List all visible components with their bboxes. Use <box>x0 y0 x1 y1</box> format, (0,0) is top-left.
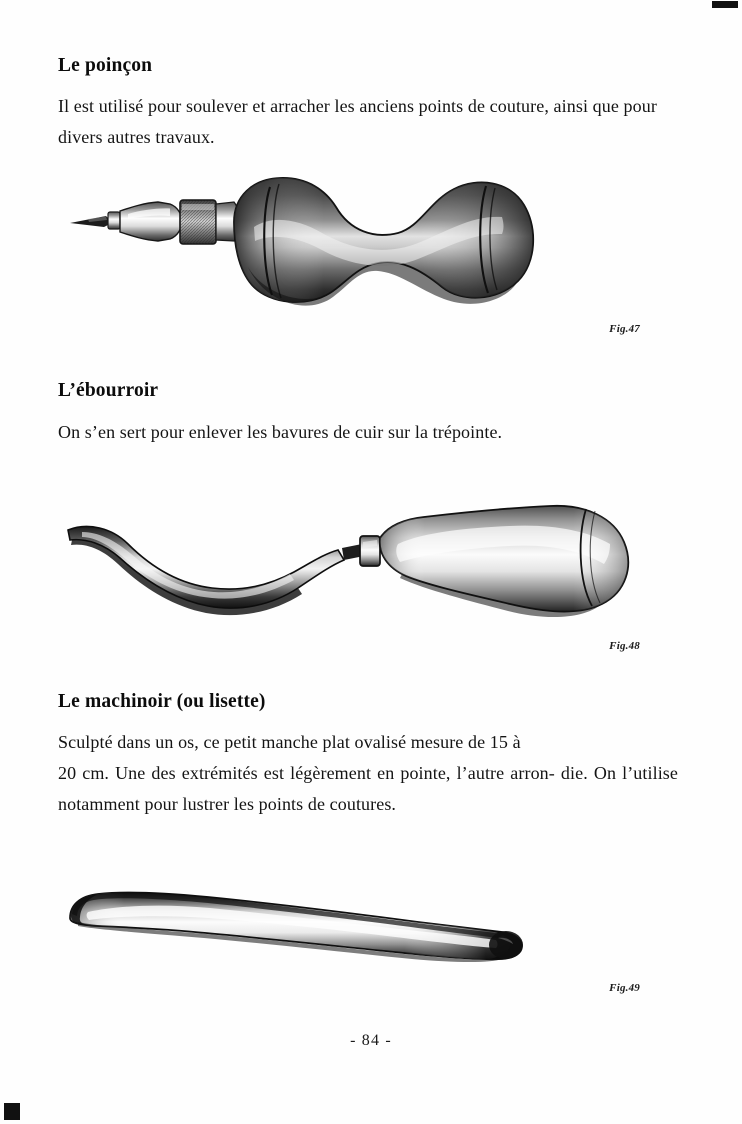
heading-machinoir: Le machinoir (ou lisette) <box>58 690 266 712</box>
heading-ebourroir: L’ébourroir <box>58 380 159 402</box>
section-machinoir <box>58 688 678 1032</box>
machinoir-illustration <box>58 872 678 995</box>
figure-ebourroir <box>58 488 678 688</box>
scan-artifact-bottom-left <box>4 1103 20 1120</box>
body-machinoir <box>58 727 678 820</box>
body-line: Il est utilisé pour soulever et arracher les anciens points de couture, <box>58 96 549 117</box>
body-line: die. On l’utilise notamment pour lustrer les points de coutures. <box>58 763 678 815</box>
ebourroir-illustration <box>58 488 678 648</box>
page-content <box>58 0 678 1032</box>
awl-illustration <box>58 171 678 341</box>
heading-poincon: Le poinçon <box>58 55 153 76</box>
figure-machinoir <box>58 872 678 1032</box>
body-ebourroir: On s’en sert pour enlever les bavures de cuir sur la trépointe. <box>58 421 503 442</box>
scan-artifact-top-right <box>712 1 738 8</box>
figure-caption-48: Fig.48 <box>609 639 640 652</box>
body-poincon <box>58 91 678 153</box>
section-poincon <box>58 0 678 371</box>
section-ebourroir <box>58 371 678 687</box>
figure-poincon <box>58 171 678 371</box>
body-line: 20 cm. Une des extrémités est légèrement en pointe, l’autre arron- <box>58 763 555 784</box>
figure-caption-49: Fig.49 <box>609 982 640 995</box>
page-number: - 84 - <box>350 1032 392 1049</box>
body-line: Sculpté dans un os, ce petit manche plat ovalisé mesure de 15 à <box>58 732 521 753</box>
body-line: ainsi que pour divers autres travaux. <box>58 96 657 148</box>
figure-caption-47: Fig.47 <box>609 323 640 336</box>
